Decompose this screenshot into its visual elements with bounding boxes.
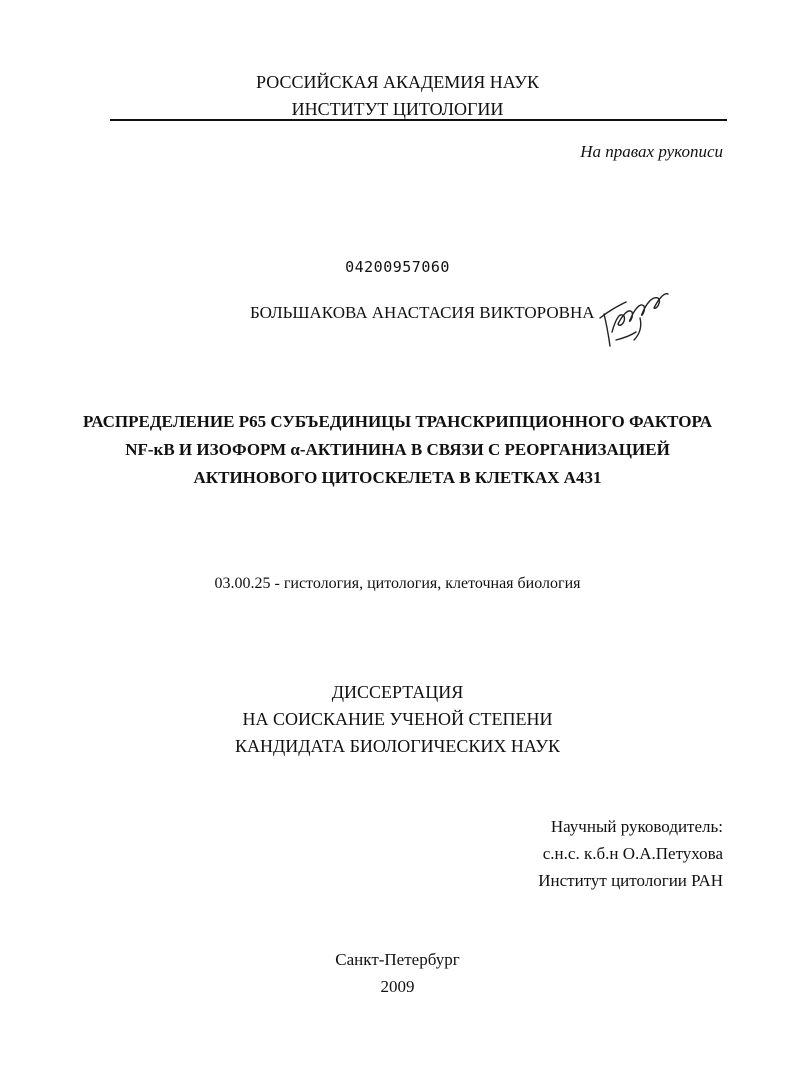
supervisor-name: с.н.с. к.б.н О.А.Петухова <box>542 844 723 863</box>
supervisor-label: Научный руководитель: <box>550 817 723 836</box>
academy-heading: РОССИЙСКАЯ АКАДЕМИЯ НАУК <box>256 72 539 92</box>
degree-line-3: КАНДИДАТА БИОЛОГИЧЕСКИХ НАУК <box>235 736 560 756</box>
degree-line-1: ДИССЕРТАЦИЯ <box>331 682 464 702</box>
title-line-3: АКТИНОВОГО ЦИТОСКЕЛЕТА В КЛЕТКАХ А431 <box>193 468 602 487</box>
registration-number: 04200957060 <box>345 258 450 276</box>
author-signature <box>596 288 676 358</box>
supervisor-affiliation: Институт цитологии РАН <box>538 871 723 890</box>
manuscript-note: На правах рукописи <box>580 142 723 161</box>
year: 2009 <box>380 977 415 996</box>
city: Санкт-Петербург <box>335 950 460 969</box>
degree-line-2: НА СОИСКАНИЕ УЧЕНОЙ СТЕПЕНИ <box>242 709 553 729</box>
specialty: 03.00.25 - гистология, цитология, клеточная биология <box>214 575 581 592</box>
institute-heading: ИНСТИТУТ ЦИТОЛОГИИ <box>291 99 504 119</box>
header-divider <box>110 119 727 121</box>
author-name: БОЛЬШАКОВА АНАСТАСИЯ ВИКТОРОВНА <box>250 303 595 322</box>
title-line-2: NF-кВ И ИЗОФОРМ α-АКТИНИНА В СВЯЗИ С РЕОРГАНИЗАЦИЕЙ <box>125 440 670 459</box>
title-line-1: РАСПРЕДЕЛЕНИЕ Р65 СУБЪЕДИНИЦЫ ТРАНСКРИПЦИОННОГО ФАКТОРА <box>83 412 712 431</box>
